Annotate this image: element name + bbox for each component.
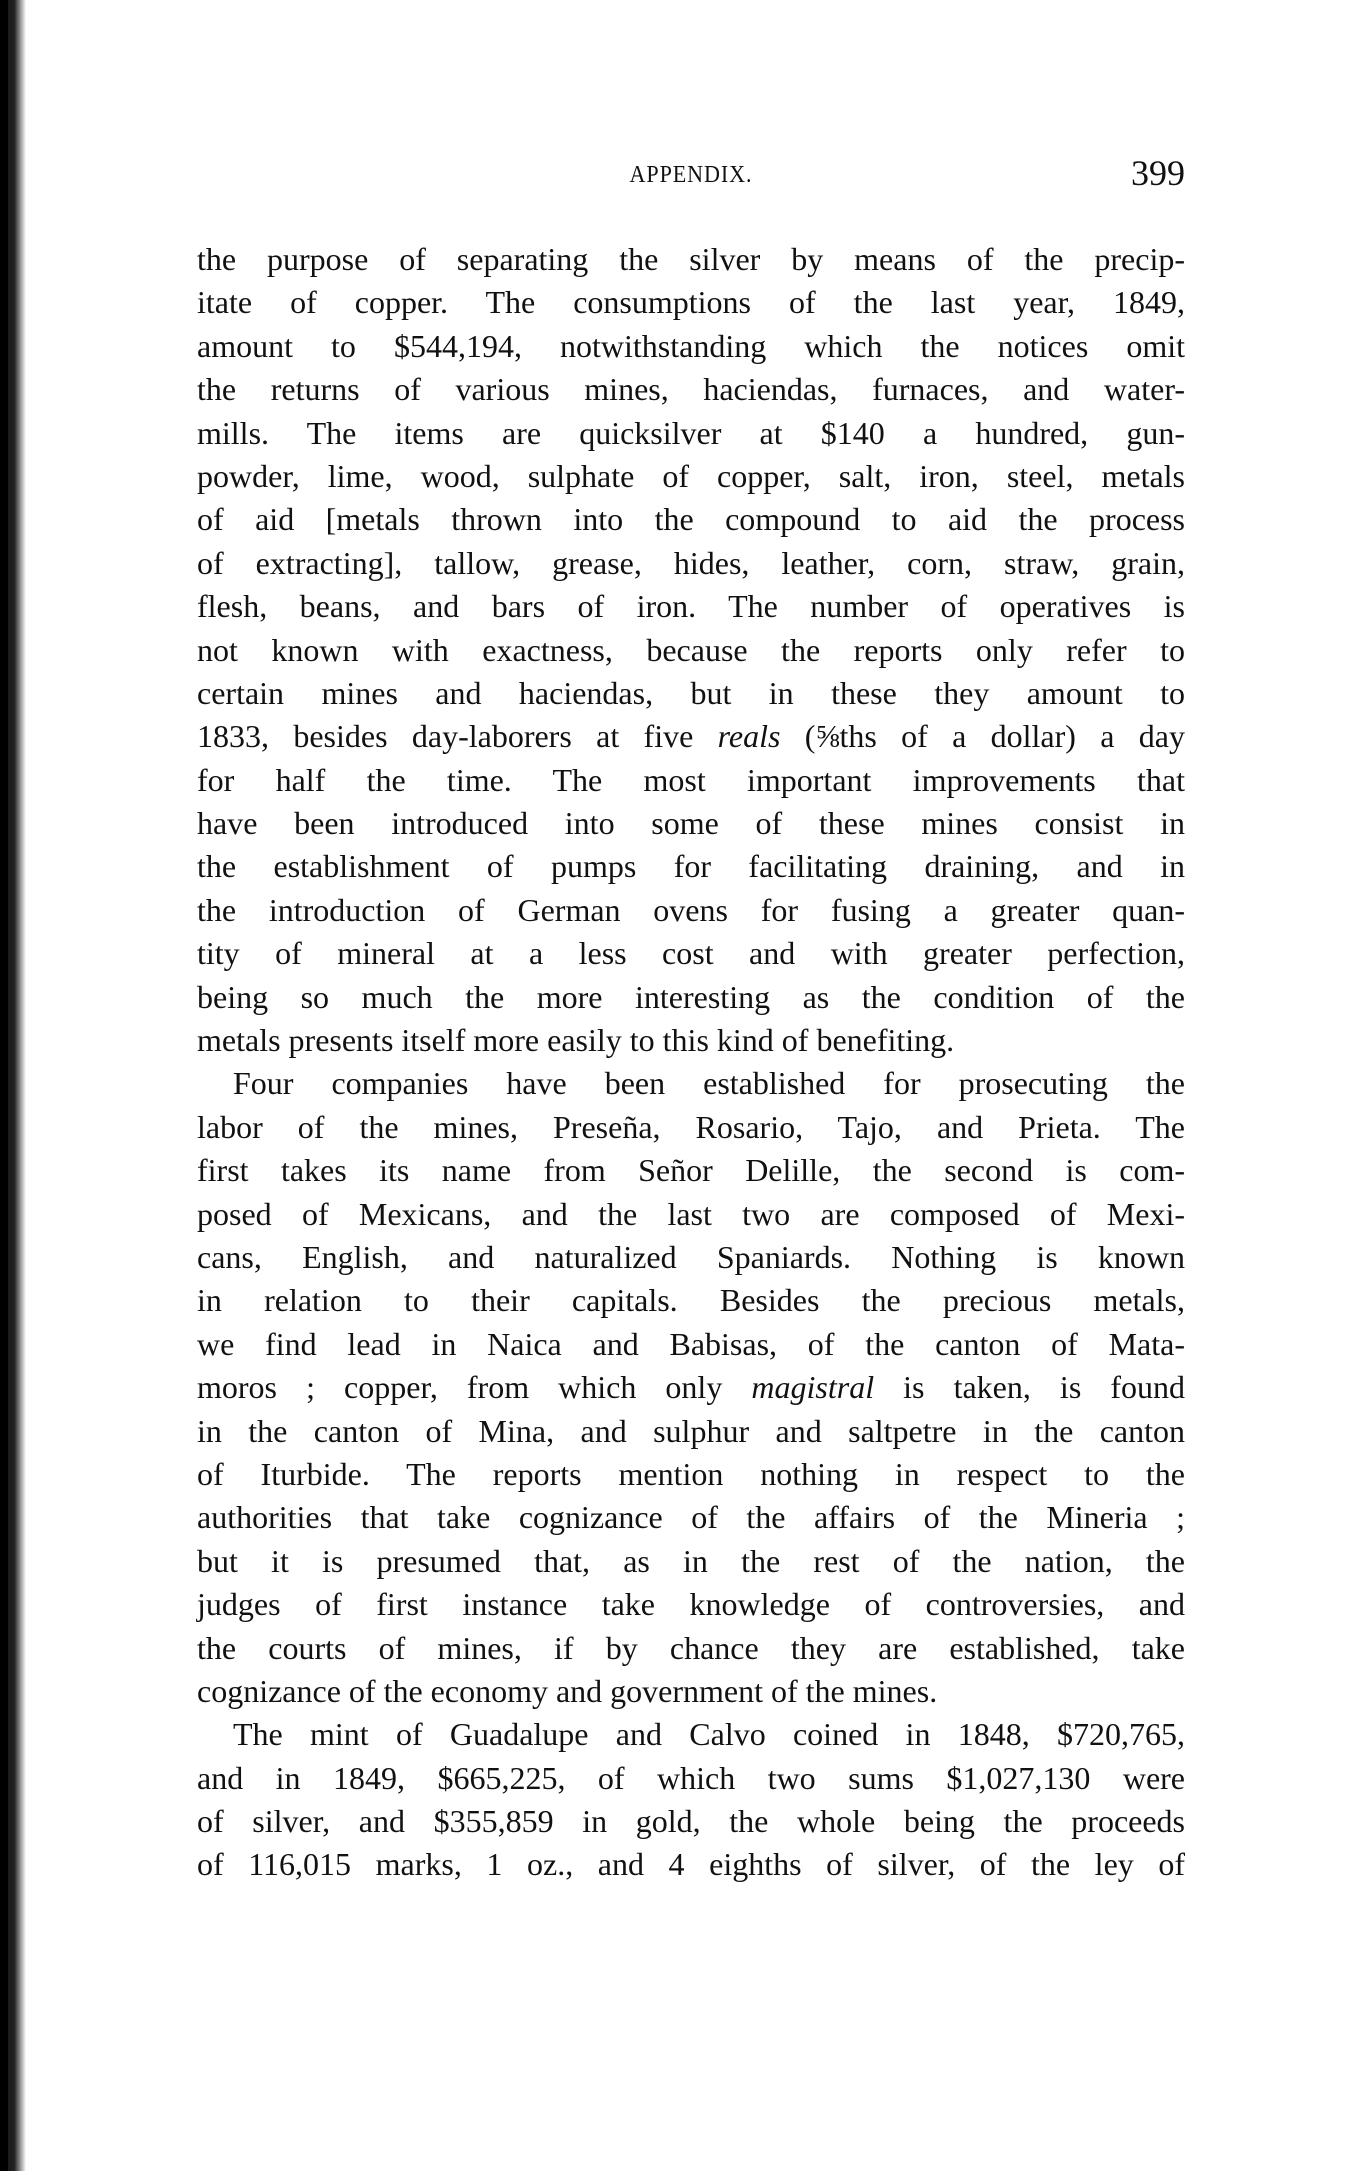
text-line: of extracting], tallow, grease, hides, leather, corn, straw, grain, [197, 544, 1185, 581]
text-line: itate of copper. The consumptions of the last year, 1849, [197, 284, 1185, 321]
text-line: powder, lime, wood, sulphate of copper, salt, iron, steel, metals [197, 457, 1185, 494]
text-line: of 116,015 marks, 1 oz., and 4 eighths of silver, of the ley of [197, 1846, 1185, 1883]
text-line: not known with exactness, because the reports only refer to [197, 631, 1185, 668]
text-line: in relation to their capitals. Besides the precious metals, [197, 1282, 1185, 1319]
scan-edge [0, 0, 8, 2171]
page-number: 399 [1131, 153, 1185, 193]
text-line: the purpose of separating the silver by means of the precip- [197, 241, 1185, 277]
text-line: cans, English, and naturalized Spaniards. Nothing is known [197, 1238, 1185, 1275]
text-line: the establishment of pumps for facilitating draining, and in [197, 848, 1185, 885]
text-line: tity of mineral at a less cost and with greater perfection, [197, 935, 1185, 972]
text-line: we find lead in Naica and Babisas, of the canton of Mata- [197, 1325, 1185, 1362]
text-line: being so much the more interesting as the condition of the [197, 978, 1185, 1015]
text-line: cognizance of the economy and government of the mines. [197, 1672, 938, 1709]
page-body [197, 238, 1185, 1887]
text-line: posed of Mexicans, and the last two are composed of Mexi- [197, 1195, 1185, 1232]
paragraph [197, 238, 1185, 1062]
text-line: first takes its name from Señor Delille, the second is com- [197, 1152, 1185, 1189]
text-line: flesh, beans, and bars of iron. The number of operatives is [197, 588, 1185, 625]
running-title: APPENDIX. [629, 162, 753, 188]
text-line: Four companies have been established for prosecuting the [233, 1065, 1185, 1102]
running-header [197, 152, 1185, 196]
text-line: of Iturbide. The reports mention nothing in respect to the [197, 1455, 1185, 1492]
text-line: amount to $544,194, notwithstanding which the notices omit [197, 327, 1185, 364]
text-line: authorities that take cognizance of the affairs of the Mineria ; [197, 1499, 1185, 1536]
text-line: of aid [metals thrown into the compound to aid the process [197, 501, 1185, 538]
text-line: certain mines and haciendas, but in these they amount to [197, 674, 1185, 711]
text-line: and in 1849, $665,225, of which two sums $1,027,130 were [197, 1759, 1185, 1796]
text-line: the introduction of German ovens for fusing a greater quan- [197, 891, 1185, 928]
text-line: the returns of various mines, haciendas, furnaces, and water- [197, 371, 1185, 408]
text-line: judges of first instance take knowledge of controversies, and [197, 1586, 1185, 1623]
text-line: 1833, besides day-laborers at five reals (⅝ths of a dollar) a day [197, 718, 1186, 755]
text-line: moros ; copper, from which only magistral is taken, is found [197, 1369, 1185, 1406]
text-line: of silver, and $355,859 in gold, the whole being the proceeds [197, 1803, 1185, 1840]
text-line: but it is presumed that, as in the rest of the nation, the [197, 1542, 1185, 1579]
text-line: metals presents itself more easily to this kind of benefiting. [197, 1022, 955, 1059]
text-line: for half the time. The most important improvements that [197, 761, 1185, 798]
text-line: mills. The items are quicksilver at $140 a hundred, gun- [197, 414, 1185, 451]
text-line: have been introduced into some of these mines consist in [197, 805, 1185, 842]
text-line: in the canton of Mina, and sulphur and saltpetre in the canton [197, 1412, 1185, 1449]
text-line: labor of the mines, Preseña, Rosario, Tajo, and Prieta. The [197, 1108, 1185, 1145]
paragraph [197, 1062, 1185, 1713]
text-line: the courts of mines, if by chance they are established, take [197, 1629, 1185, 1666]
text-line: The mint of Guadalupe and Calvo coined in 1848, $720,765, [233, 1716, 1185, 1753]
paragraph [197, 1713, 1185, 1887]
